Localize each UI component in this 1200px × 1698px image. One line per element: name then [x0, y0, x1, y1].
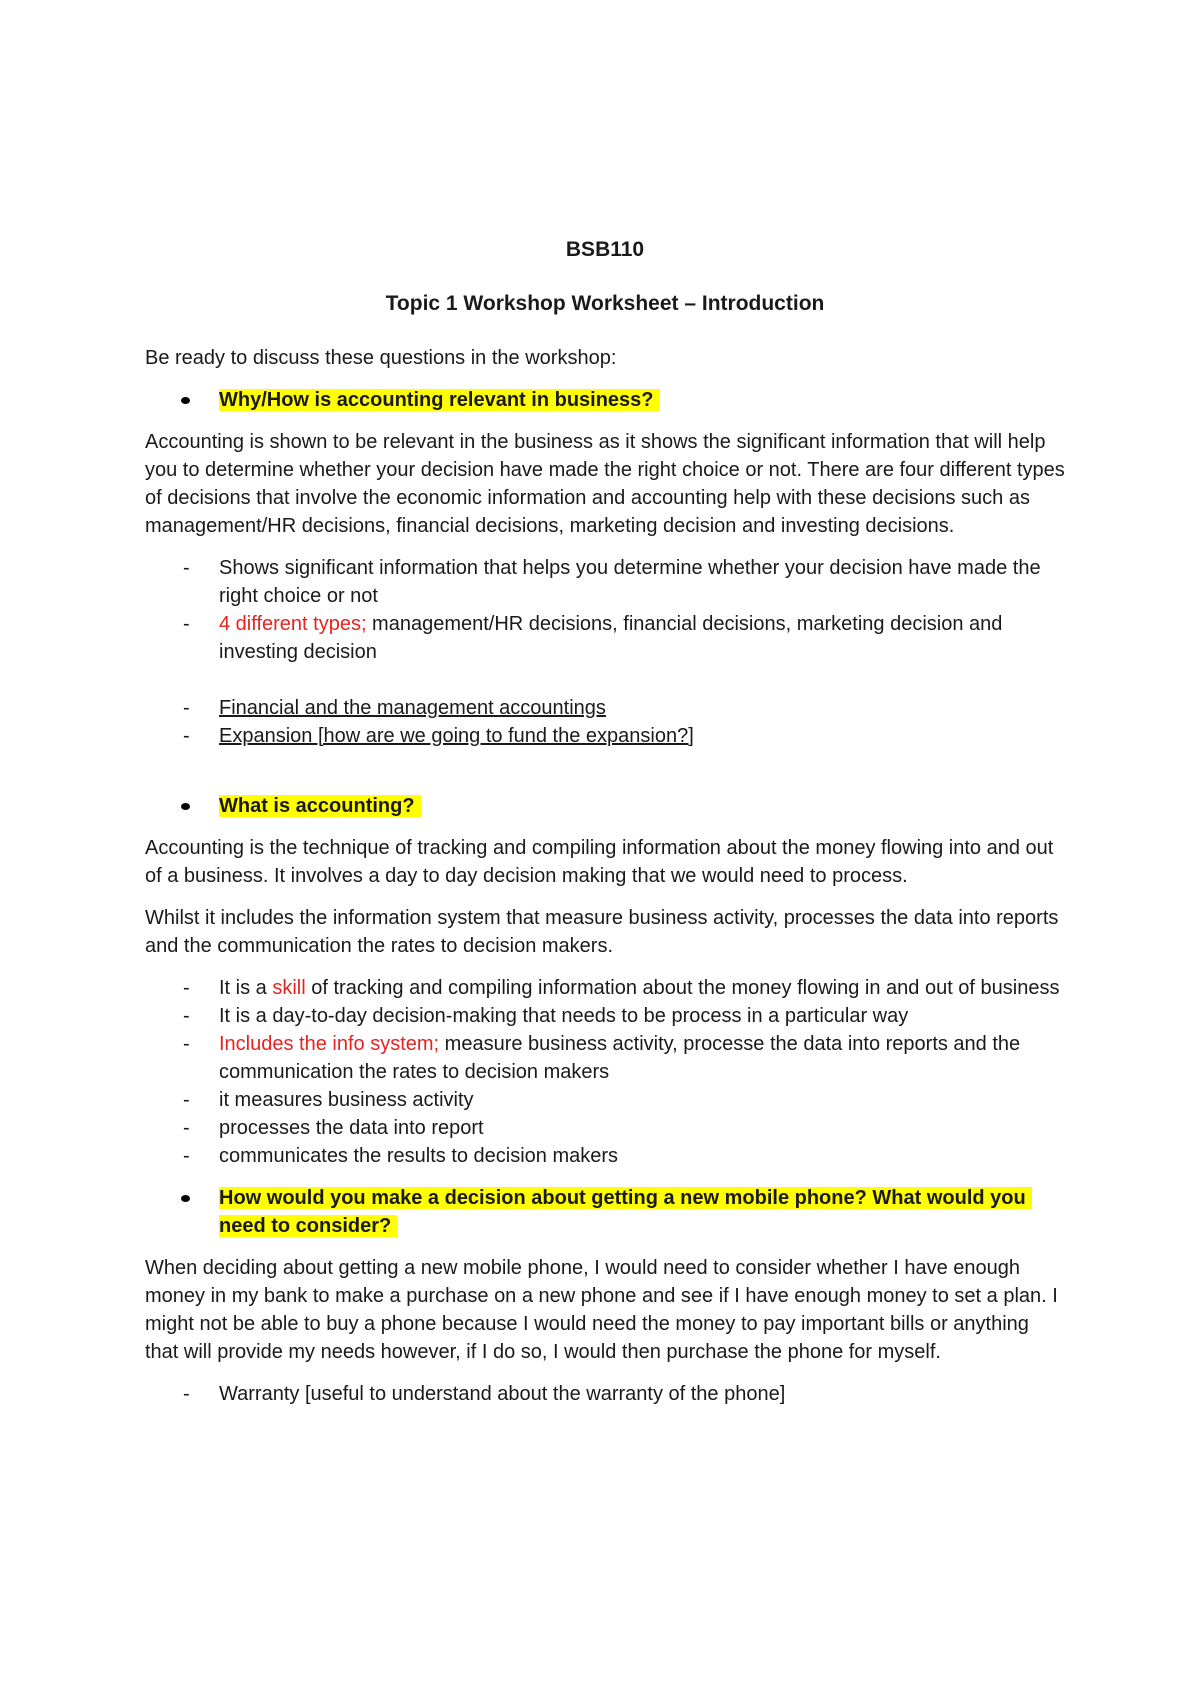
list-item: - Shows significant information that helps you determine whether your decision have made the right choice or not — [183, 557, 1041, 607]
list-item-text: It is a — [219, 977, 273, 999]
list-item-text: processes the data into report — [219, 1117, 484, 1139]
list-item: - Warranty [useful to understand about the warranty of the phone] — [183, 1383, 786, 1405]
bullet-dot-icon — [181, 397, 190, 404]
dash-list — [145, 1380, 1065, 1408]
list-item-text: It is a day-to-day decision-making that needs to be process in a particular way — [219, 1005, 909, 1027]
question-heading — [145, 1184, 1065, 1240]
answer-paragraph: Accounting is shown to be relevant in the business as it shows the significant information that will help you to determine whether your decision have made the right choice or not. There are four different types of decisions that involve the economic information and accounting help with these decisions such as management/HR decisions, financial decisions, marketing decision and investing decisions. — [145, 431, 1065, 537]
list-item: - communicates the results to decision makers — [183, 1145, 619, 1167]
question-heading — [145, 386, 1065, 414]
red-emphasis: Includes the info system; — [219, 1033, 440, 1055]
document-body — [145, 236, 1065, 1422]
intro-text: Be ready to discuss these questions in the workshop: — [145, 347, 617, 369]
list-item-text: Shows significant information that helps you determine whether your decision have made the right choice or not — [219, 557, 1041, 607]
bullet-dot-icon — [181, 803, 190, 810]
underlined-text: Financial and the management accountings — [219, 697, 606, 719]
list-item-text: of tracking and compiling information about the money flowing in and out of business — [305, 977, 1060, 999]
red-emphasis: skill — [272, 977, 306, 999]
course-code: BSB110 — [565, 238, 645, 261]
list-item-text: Warranty [useful to understand about the warranty of the phone] — [219, 1383, 786, 1405]
question-text: Why/How is accounting relevant in business? — [219, 389, 660, 411]
list-item: - Financial and the management accountings — [183, 697, 606, 719]
question-text: How would you make a decision about getting a new mobile phone? What would you need to consider? — [219, 1187, 1032, 1237]
dash-list — [145, 974, 1065, 1170]
bullet-dot-icon — [181, 1195, 190, 1202]
list-item: - it measures business activity — [183, 1089, 474, 1111]
list-item: - It is a skill of tracking and compiling information about the money flowing in and out of business — [183, 977, 1060, 999]
list-item-text: it measures business activity — [219, 1089, 474, 1111]
underlined-text: Expansion [how are we going to fund the expansion?] — [219, 725, 694, 747]
answer-paragraph: When deciding about getting a new mobile phone, I would need to consider whether I have enough money in my bank to make a purchase on a new phone and see if I have enough money to set a plan. I might not be able to buy a phone because I would need the money to pay important bills or anything that will provide my needs however, if I do so, I would then purchase the phone for myself. — [145, 1257, 1058, 1363]
list-item-text: measure business activity, processe the data into reports and the communication the rates to decision makers — [219, 1033, 1021, 1083]
list-item: - It is a day-to-day decision-making that needs to be process in a particular way — [183, 1005, 909, 1027]
answer-paragraph: Whilst it includes the information system that measure business activity, processes the data into reports and the communication the rates to decision makers. — [145, 907, 1059, 957]
list-item-text: management/HR decisions, financial decisions, marketing decision and investing decision — [219, 613, 1003, 663]
answer-paragraph: Accounting is the technique of tracking and compiling information about the money flowing into and out of a business. It involves a day to day decision making that we would need to process. — [145, 837, 1054, 887]
list-item-text: communicates the results to decision makers — [219, 1145, 619, 1167]
list-item: - 4 different types; management/HR decisions, financial decisions, marketing decision and investing decision — [183, 613, 1003, 663]
list-item: - processes the data into report — [183, 1117, 484, 1139]
page-title: Topic 1 Workshop Worksheet – Introduction — [385, 292, 825, 315]
red-emphasis: 4 different types; — [219, 613, 367, 635]
dash-list-underlined — [145, 694, 1065, 750]
dash-list — [145, 554, 1065, 666]
question-heading — [145, 792, 1065, 820]
question-text: What is accounting? — [219, 795, 421, 817]
list-item: - Expansion [how are we going to fund the expansion?] — [183, 725, 694, 747]
list-item: - Includes the info system; measure business activity, processe the data into reports and the communication the rates to decision makers — [183, 1033, 1021, 1083]
